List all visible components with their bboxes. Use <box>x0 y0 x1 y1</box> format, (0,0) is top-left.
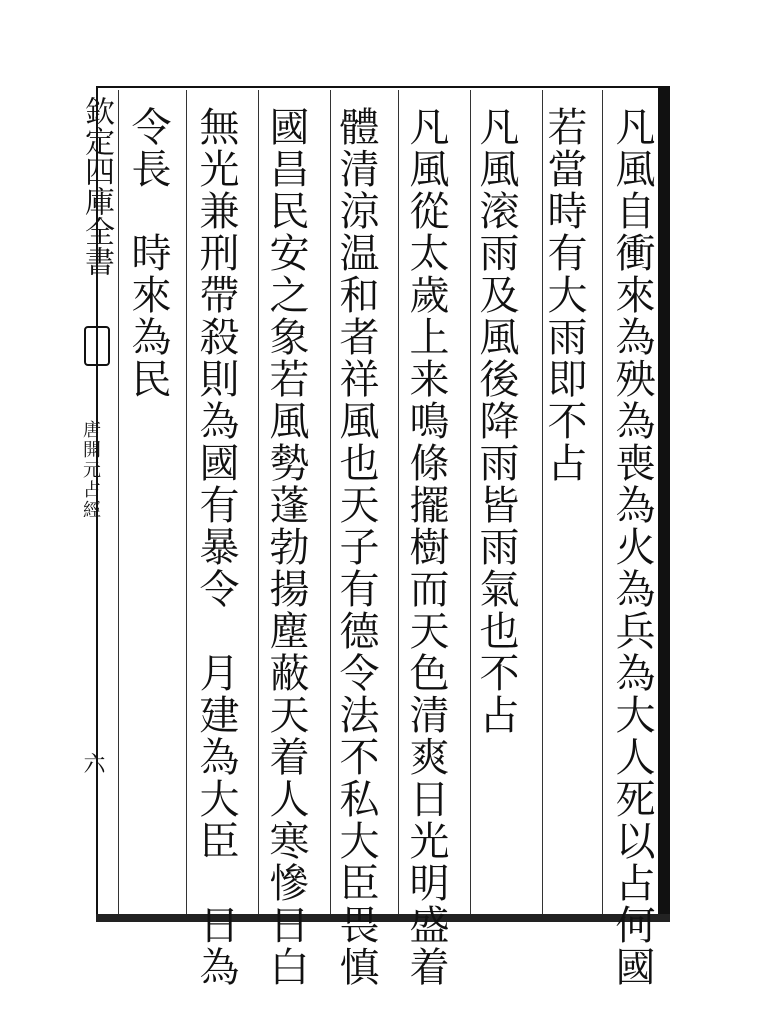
text-column-8: 令長 時來為民 <box>125 106 171 400</box>
column-rule <box>330 90 331 914</box>
text-column-7: 無光兼刑帶殺則為國有暴令 月建為大臣 日為 <box>193 106 239 988</box>
text-column-2: 若當時有大雨即不占 <box>541 106 587 484</box>
page-number: 六 <box>80 752 105 774</box>
column-rule <box>118 90 119 914</box>
column-rule <box>470 90 471 914</box>
fish-tail-mark-icon <box>84 326 110 366</box>
text-column-1: 凡風自衝來為殃為喪為火為兵為大人死以占何國 <box>609 106 655 988</box>
text-column-5: 體清涼温和者祥風也天子有德令法不私大臣畏慎 <box>333 106 379 988</box>
frame-bottom-border <box>96 914 670 922</box>
column-rule <box>258 90 259 914</box>
column-rule <box>398 90 399 914</box>
column-rule <box>186 90 187 914</box>
text-column-3: 凡風滚雨及風後降雨皆雨氣也不占 <box>473 106 519 736</box>
chapter-title: 唐開元占經 <box>80 420 101 520</box>
frame-right-border <box>658 86 670 922</box>
text-column-4: 凡風從太歲上来鳴條擺樹而天色清爽日光明盛着 <box>403 106 449 988</box>
book-title: 欽定四庫全書 <box>79 96 114 276</box>
text-column-6: 國昌民安之象若風勢蓬勃揚塵蔽天着人寒慘日白 <box>263 106 309 988</box>
column-rule <box>602 90 603 914</box>
